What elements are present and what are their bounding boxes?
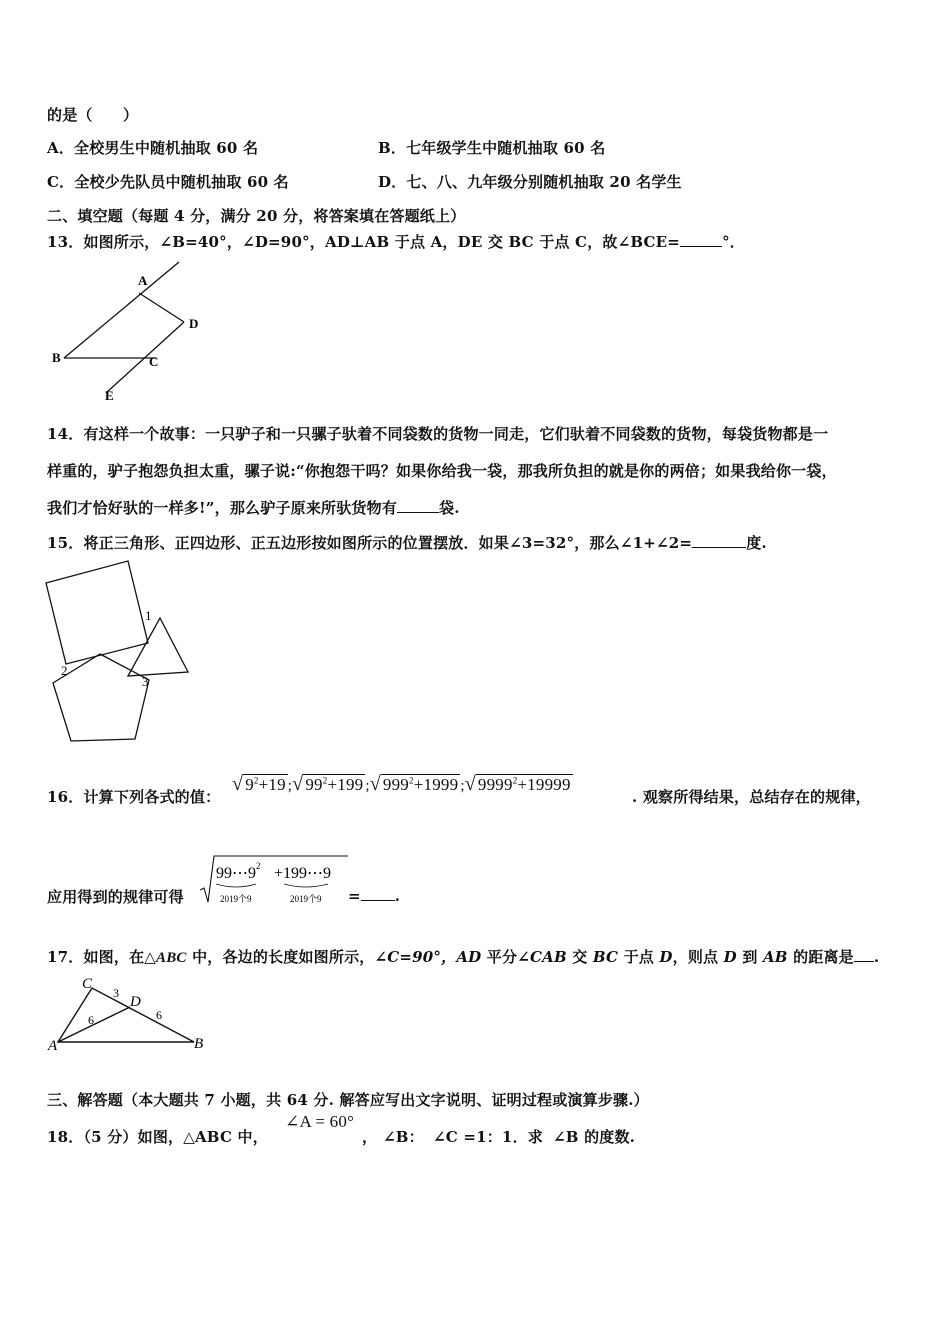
q16-big-a: 99⋯9 [216, 865, 256, 882]
q17-label-b: B [194, 1036, 204, 1052]
q16-brace-a [216, 884, 256, 887]
q16-tail: . 观察所得结果，总结存在的规律， [632, 788, 871, 806]
q17-mid5: ，则点 [672, 948, 724, 966]
q14-line3-head: 我们才恰好驮的一样多!”，那么驴子原来所驮货物有 [47, 499, 398, 517]
q17-figure [44, 972, 219, 1058]
section3-title: 三、解答题（本大题共 7 小题，共 64 分. 解答应写出文字说明、证明过程或演算步骤.） [47, 1091, 649, 1109]
q17-head: 17．如图，在 [47, 948, 145, 966]
q14-answer-blank [397, 498, 439, 513]
q16-expr-3 [381, 774, 460, 795]
q17-mid1: 中，各边的长度如图所示， [186, 948, 375, 966]
q17-ad: AD [456, 948, 482, 966]
q16-sq-1: 2 [253, 775, 259, 786]
q16-sep-1: ; [287, 778, 293, 794]
q16-under-a: 2019个9 [220, 894, 252, 904]
section2-title: 二、填空题（每题 4 分，满分 20 分，将答案填在答题纸上） [47, 207, 466, 225]
q18-angle-a: ∠A = 60° [285, 1112, 355, 1131]
q13-text [47, 231, 745, 252]
q15-triangle [128, 618, 188, 676]
q16-under-b: 2019个9 [290, 894, 322, 904]
sqrt-icon: √ [464, 773, 476, 795]
q16-brace-b [284, 884, 328, 887]
q16-expr-4 [476, 774, 573, 795]
sqrt-icon: √ [292, 773, 304, 795]
q17-cab: ∠CAB [517, 948, 567, 966]
q16-expr-2-base: 99 [305, 775, 323, 794]
q16-expr-3-base: 999 [382, 775, 410, 794]
q13-label-d: D [189, 316, 199, 331]
q17-label-c: C [82, 976, 93, 992]
q16-period: . [394, 887, 401, 905]
q16-answer-blank [361, 886, 395, 901]
q17-answer-blank [854, 947, 874, 962]
q16-big-b: +199⋯9 [274, 865, 332, 882]
q17-tail: 的距离是 [787, 948, 854, 966]
sqrt-icon: √ [232, 773, 244, 795]
q14-line3 [47, 497, 460, 518]
q17-d: D [659, 948, 673, 966]
q13-label-b: B [52, 350, 61, 365]
q17-text [47, 946, 879, 967]
q14-line3-tail: 袋. [439, 499, 460, 517]
q16-head: 16．计算下列各式的值： [47, 788, 221, 806]
q12-option-c: C．全校少先队员中随机抽取 60 名 [47, 173, 289, 191]
q16-expr-4-base: 9999 [477, 775, 513, 794]
q18-tail: ∠B 的度数. [553, 1128, 636, 1146]
q16-expressions [232, 773, 573, 796]
q16-line2-head: 应用得到的规律可得 [47, 888, 184, 906]
q18-c: ∠C =1：1．求 [433, 1128, 543, 1146]
sqrt-icon: √ [369, 773, 381, 795]
q14-line2: 样重的，驴子抱怨负担太重，骡子说:“你抱怨干吗？如果你给我一袋，那我所负担的就是你的两倍；如果我给你一袋， [47, 462, 837, 480]
q16-sq-4: 2 [512, 775, 518, 786]
q13-question: 13．如图所示，∠B=40°，∠D=90°，AD⊥AB 于点 A，DE 交 BC 于点 C，故∠BCE= [47, 233, 681, 251]
q12-option-d: D．七、八、九年级分别随机抽取 20 名学生 [378, 173, 682, 191]
q16-sq-2: 2 [322, 775, 328, 786]
q16-expr-1-base: 9 [245, 775, 254, 794]
q13-label-c: C [149, 354, 159, 369]
q15-label-1: 1 [145, 608, 152, 623]
q16-equals: = [348, 887, 361, 905]
q16-expr-4-add: +19999 [517, 775, 571, 794]
q15-text [47, 532, 767, 553]
q12-option-b: B．七年级学生中随机抽取 60 名 [378, 139, 606, 157]
q16-big-sqrt [196, 852, 351, 908]
q17-label-a: A [48, 1038, 58, 1054]
q16-expr-1-add: +19 [258, 775, 286, 794]
q13-line-ab [64, 262, 179, 358]
q16-expr-3-add: +1999 [413, 775, 459, 794]
q13-figure [46, 258, 216, 408]
q16-expr-2-add: +199 [327, 775, 364, 794]
q12-tail: 的是（ ） [47, 106, 139, 124]
q12-option-a: A．全校男生中随机抽取 60 名 [47, 139, 259, 157]
q13-answer-blank [680, 232, 722, 247]
q17-ab: AB [762, 948, 788, 966]
q13-tail: °． [722, 233, 745, 251]
q17-mid3: 交 [566, 948, 593, 966]
q17-bc: BC [592, 948, 619, 966]
q14-line1: 14．有这样一个故事：一只驴子和一只骡子驮着不同袋数的货物一同走，它们驮着不同袋数的货物，每袋货物都是一 [47, 425, 829, 443]
q17-mid6: 到 [736, 948, 763, 966]
q17-label-6b: 6 [156, 1008, 162, 1022]
q17-triangle: △ABC [144, 950, 187, 966]
q16-line2-end [348, 886, 400, 905]
q17-mid2: 平分 [481, 948, 518, 966]
q15-figure [40, 556, 200, 746]
q13-label-e: E [105, 388, 114, 403]
q16-sep-2: ; [365, 778, 370, 794]
q17-d2: D [723, 948, 737, 966]
q15-text-tail: 度. [746, 534, 767, 552]
q13-line-ad [139, 293, 184, 322]
q17-label-3: 3 [113, 986, 119, 1000]
q16-sq-3: 2 [409, 775, 414, 786]
q15-label-2: 2 [61, 663, 68, 678]
q16-sep-3: ; [460, 778, 465, 794]
q16-big-sq: 2 [256, 861, 261, 871]
q17-label-6a: 6 [88, 1013, 94, 1027]
q17-triangle-shape [58, 988, 194, 1042]
q17-mid4: 于点 [618, 948, 660, 966]
q17-label-d: D [130, 994, 141, 1010]
q17-end: . [873, 948, 880, 966]
q16-expr-2 [303, 774, 365, 795]
q13-label-a: A [138, 273, 148, 288]
q16-expr-1 [243, 774, 288, 795]
q15-label-3: 3 [142, 674, 149, 689]
q18-comma: ， [362, 1128, 378, 1146]
q15-answer-blank [692, 533, 746, 548]
q18-head: 18．（5 分）如图，△ABC 中， [47, 1128, 268, 1146]
q17-angle: ∠C=90°， [374, 948, 457, 966]
q15-text-head: 15．将正三角形、正四边形、正五边形按如图所示的位置摆放．如果∠3=32°，那么∠1+∠2= [47, 534, 693, 552]
q18-b: ∠B： [383, 1128, 424, 1146]
q15-square [46, 561, 148, 664]
